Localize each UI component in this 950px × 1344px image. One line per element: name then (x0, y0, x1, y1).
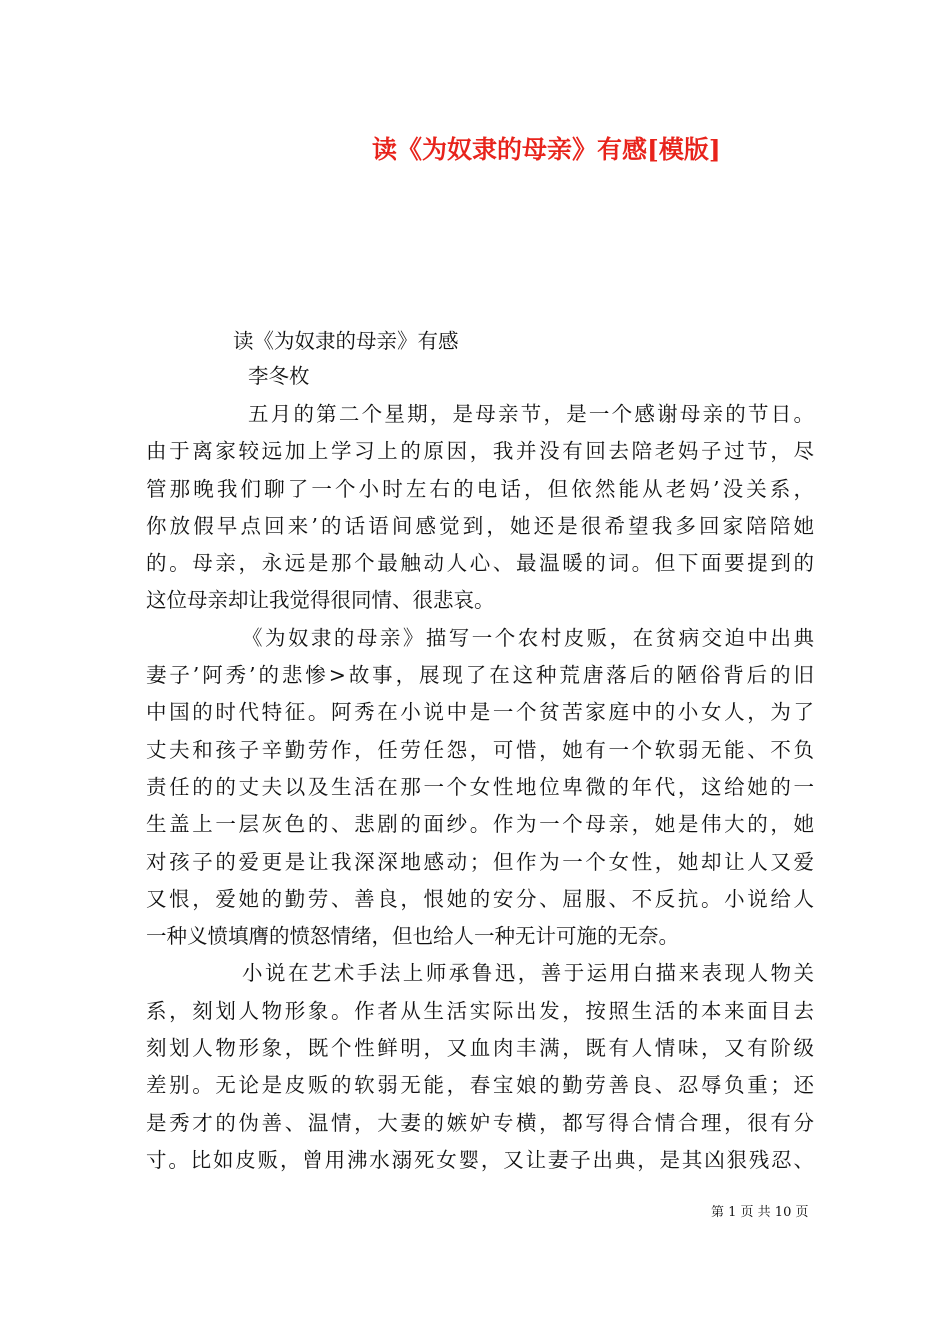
text-line: 的。母亲，永远是那个最触动人心、最温暖的词。但下面要提到的 (146, 551, 814, 576)
text-line: 对孩子的爱更是让我深深地感动；但作为一个女性，她却让人又爱 (146, 849, 814, 874)
text-line: 《为奴隶的母亲》描写一个农村皮贩，在贫病交迫中出典 (242, 625, 814, 650)
text-line: 差别。无论是皮贩的软弱无能，春宝娘的勤劳善良、忍辱负重；还 (146, 1073, 814, 1098)
text-line: 中国的时代特征。阿秀在小说中是一个贫苦家庭中的小女人，为了 (146, 700, 814, 725)
text-line: 寸。比如皮贩，曾用沸水溺死女婴，又让妻子出典，是其凶狠残忍、 (146, 1147, 814, 1172)
text-line: 刻划人物形象，既个性鲜明，又血肉丰满，既有人情味，又有阶级 (146, 1036, 814, 1061)
paragraph-3 (146, 955, 814, 1179)
article-body (146, 396, 814, 1179)
text-line: 系，刻划人物形象。作者从生活实际出发，按照生活的本来面目去 (146, 998, 814, 1023)
text-line: 由于离家较远加上学习上的原因，我并没有回去陪老妈子过节，尽 (146, 439, 814, 464)
text-line: 又恨，爱她的勤劳、善良，恨她的安分、屈服、不反抗。小说给人 (146, 886, 814, 911)
text-line: 是秀才的伪善、温情，大妻的嫉妒专横，都写得合情合理，很有分 (146, 1110, 814, 1135)
text-line: 责任的的丈夫以及生活在那一个女性地位卑微的年代，这给她的一 (146, 774, 814, 799)
paragraph-1 (146, 396, 814, 620)
paragraph-2 (146, 620, 814, 956)
text-line: 生盖上一层灰色的、悲剧的面纱。作为一个母亲，她是伟大的，她 (146, 812, 814, 837)
text-line: 丈夫和孩子辛勤劳作，任劳任怨，可惜，她有一个软弱无能、不负 (146, 737, 814, 762)
text-line: 一种义愤填膺的愤怒情绪，但也给人一种无计可施的无奈。 (146, 924, 679, 949)
text-line: 你放假早点回来’的话语间感觉到，她还是很希望我多回家陪陪她 (146, 513, 814, 538)
text-line: 五月的第二个星期，是母亲节，是一个感谢母亲的节日。 (248, 402, 814, 426)
article-title: 读《为奴隶的母亲》有感 (233, 329, 459, 353)
document-title: 读《为奴隶的母亲》有感[模版] (372, 135, 721, 164)
text-line: 管那晚我们聊了一个小时左右的电话，但依然能从老妈’没关系， (146, 476, 814, 501)
text-line: 妻子’阿秀’的悲惨>故事，展现了在这种荒唐落后的陋俗背后的旧 (146, 663, 814, 688)
page-number: 第 1 页 共 10 页 (711, 1205, 809, 1220)
article-author: 李冬枚 (248, 364, 310, 388)
text-line: 小说在艺术手法上师承鲁迅，善于运用白描来表现人物关 (242, 961, 814, 986)
text-line: 这位母亲却让我觉得很同情、很悲哀。 (146, 588, 495, 613)
